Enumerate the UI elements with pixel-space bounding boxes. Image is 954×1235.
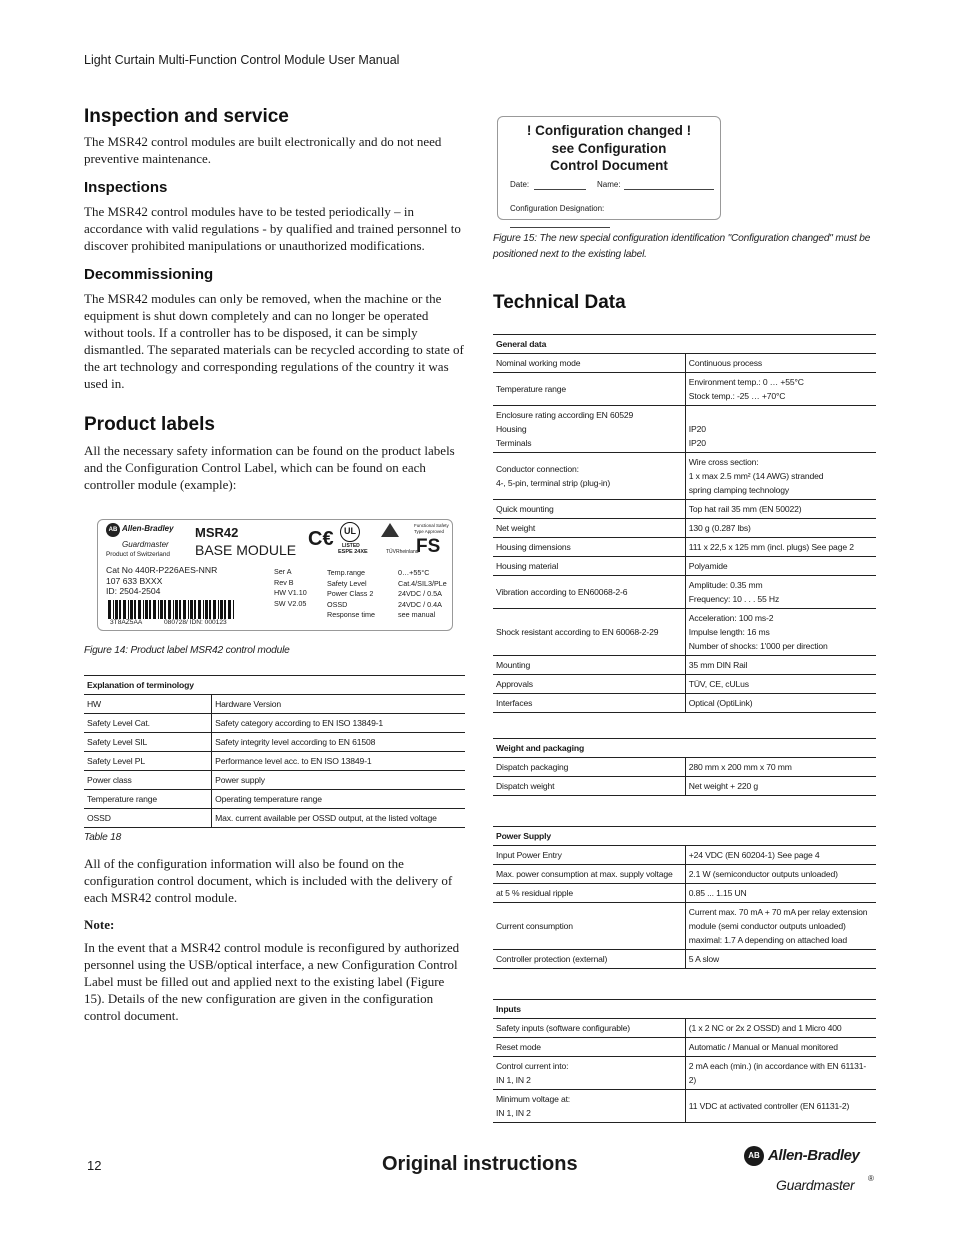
subsection-title-decommissioning: Decommissioning (84, 266, 214, 283)
label-fs: FS (416, 536, 441, 557)
row-label: Dispatch packaging (493, 758, 685, 777)
config-changed-label-image (497, 116, 721, 220)
label-spec-values (398, 568, 447, 621)
power-supply-header: Power Supply (493, 827, 876, 846)
row-label: Approvals (493, 675, 685, 694)
ab-logo-icon: AB (106, 523, 120, 537)
date-line (534, 189, 586, 190)
row-label: Shock resistant according to EN 60068-2-29 (493, 609, 685, 656)
table-row (493, 656, 876, 675)
label-ossd-value: 24VDC / 0.4A (398, 599, 442, 609)
table-row (84, 752, 465, 771)
label-identifiers (106, 565, 217, 597)
power-supply-table (493, 826, 876, 969)
row-value: 5 A slow (685, 950, 876, 969)
warning-triangle-icon (381, 523, 399, 537)
row-value: Acceleration: 100 ms-2 Impulse length: 16 ms Number of shocks: 1'000 per direction (685, 609, 876, 656)
inputs-table (493, 999, 876, 1123)
table-row (493, 884, 876, 903)
power-supply-rows (493, 846, 876, 969)
row-label: Housing material (493, 557, 685, 576)
barcode-icon (108, 600, 236, 619)
row-value: Net weight + 220 g (685, 777, 876, 796)
row-label: Safety Level Cat. (84, 714, 212, 733)
row-label: OSSD (84, 809, 212, 828)
section-title-technical-data: Technical Data (493, 292, 626, 313)
subsection-title-inspections: Inspections (84, 179, 168, 196)
table-row (493, 500, 876, 519)
table-row (493, 576, 876, 609)
terminology-rows (84, 695, 465, 828)
weight-packaging-header: Weight and packaging (493, 739, 876, 758)
row-value: 11 VDC at activated controller (EN 61131-2) (685, 1090, 876, 1123)
table-row (84, 809, 465, 828)
label-tuv: TÜVRheinland (386, 549, 419, 555)
label-barcode-code: 3T8AZ5AA (110, 619, 143, 626)
row-value: +24 VDC (EN 60204-1) See page 4 (685, 846, 876, 865)
row-value: 2 mA each (min.) (in accordance with EN 61131-2) (685, 1057, 876, 1090)
label-model: MSR42 (195, 525, 239, 540)
row-value: (1 x 2 NC or 2x 2 OSSD) and 1 Micro 400 (685, 1019, 876, 1038)
inspections-text: The MSR42 control modules have to be tested periodically – in accordance with valid regulations - by qualified and trained personnel to discover prohibited manipulations or unauthorized modifications. (84, 204, 461, 253)
label-sl-value: Cat.4/SIL3/PLe (398, 578, 447, 588)
config-label-designation: Configuration Designation: (510, 204, 605, 213)
footer-brand: Allen-Bradley (768, 1147, 860, 1164)
note-text: In the event that a MSR42 control module is reconfigured by authorized personnel using the USB/optical interface, a new Configuration Control Label must be filled out and applied next to the existing label (Figure 15). Details of the new configuration are given in the configuration control document. (84, 940, 460, 1023)
terminology-header: Explanation of terminology (84, 676, 465, 695)
weight-packaging-rows (493, 758, 876, 796)
row-label: Net weight (493, 519, 685, 538)
label-brand: Allen-Bradley (122, 524, 174, 533)
label-module: BASE MODULE (195, 542, 297, 558)
row-label: Control current into: IN 1, IN 2 (493, 1057, 685, 1090)
row-label: Input Power Entry (493, 846, 685, 865)
table-row (493, 519, 876, 538)
row-label: Vibration according to EN60068-2-6 (493, 576, 685, 609)
row-label: Controller protection (external) (493, 950, 685, 969)
row-value: 0.85 ... 1.15 UN (685, 884, 876, 903)
row-value: Current max. 70 mA + 70 mA per relay extension module (semi conductor outputs unloaded) maximal: 1.7 A depending on attached load (685, 903, 876, 950)
row-value: IP20 IP20 (685, 406, 876, 453)
label-temp-value: 0…+55°C (398, 568, 430, 577)
label-ser: Ser A (274, 567, 292, 576)
table-row (493, 609, 876, 656)
table-row (493, 950, 876, 969)
label-barcode-idn: 080728/ IDN: 000123 (164, 619, 227, 626)
table-row (84, 790, 465, 809)
product-label-image (97, 519, 453, 631)
table-row (493, 903, 876, 950)
row-label: Max. power consumption at max. supply voltage (493, 865, 685, 884)
table-row (493, 406, 876, 453)
row-value: TÜV, CE, cULus (685, 675, 876, 694)
table-row (84, 771, 465, 790)
weight-packaging-table (493, 738, 876, 796)
table-row (493, 758, 876, 777)
row-value: Polyamide (685, 557, 876, 576)
footer-guardmaster: Guardmaster (776, 1177, 855, 1193)
row-label: Current consumption (493, 903, 685, 950)
row-label: Conductor connection: 4-, 5-pin, terminal strip (plug-in) (493, 453, 685, 500)
label-rev: Rev B (274, 577, 294, 587)
label-sw: SW V2.05 (274, 598, 307, 608)
row-value: Top hat rail 35 mm (EN 50022) (685, 500, 876, 519)
row-value: Performance level acc. to EN ISO 13849-1 (212, 752, 465, 771)
page-number: 12 (87, 1158, 102, 1173)
row-label: Housing dimensions (493, 538, 685, 557)
config-label-name: Name: (597, 180, 621, 189)
row-value: Hardware Version (212, 695, 465, 714)
registered-mark: ® (868, 1174, 874, 1183)
table-row (493, 1019, 876, 1038)
footer-title: Original instructions (382, 1153, 578, 1175)
allen-bradley-logo (744, 1144, 878, 1200)
row-value: 130 g (0.287 lbs) (685, 519, 876, 538)
general-data-rows (493, 354, 876, 713)
row-label: Safety inputs (software configurable) (493, 1019, 685, 1038)
figure-14-caption: Figure 14: Product label MSR42 control module (84, 645, 290, 656)
label-rt-key: Response time (327, 610, 375, 619)
label-cat: Cat No 440R-P226AES-NNR (106, 565, 218, 575)
row-label: Dispatch weight (493, 777, 685, 796)
ce-mark-icon: C€ (308, 528, 334, 550)
general-data-table (493, 334, 876, 713)
config-label-line1: ! Configuration changed ! (526, 123, 692, 138)
table-row (493, 694, 876, 713)
label-id: ID: 2504-2504 (106, 586, 161, 596)
row-value: Environment temp.: 0 … +55°C Stock temp.: -25 … +70°C (685, 373, 876, 406)
config-text: All of the configuration information will also be found on the configuration control document, which is included with the delivery of each MSR42 control module. (84, 856, 453, 905)
row-label: Nominal working mode (493, 354, 685, 373)
right-column (493, 116, 876, 1123)
row-label: Power class (84, 771, 212, 790)
config-label-date: Date: (510, 180, 530, 189)
label-spec-keys (327, 568, 375, 621)
row-value: Automatic / Manual or Manual monitored (685, 1038, 876, 1057)
label-versions (274, 567, 307, 609)
row-label: Quick mounting (493, 500, 685, 519)
table-row (493, 846, 876, 865)
label-pc-key: Power Class 2 (327, 589, 374, 598)
row-label: Interfaces (493, 694, 685, 713)
table-row (84, 714, 465, 733)
section-title-inspection: Inspection and service (84, 106, 289, 127)
row-label: Reset mode (493, 1038, 685, 1057)
row-value: Wire cross section: 1 x max 2.5 mm² (14 AWG) stranded spring clamping technology (685, 453, 876, 500)
row-value: 111 x 22,5 x 125 mm (incl. plugs) See page 2 (685, 538, 876, 557)
row-value: Safety category according to EN ISO 13849-1 (212, 714, 465, 733)
inputs-header: Inputs (493, 1000, 876, 1019)
row-value: Continuous process (685, 354, 876, 373)
label-ossd-key: OSSD (327, 599, 348, 609)
label-espe: ESPE 24XE (338, 549, 368, 555)
row-value: Max. current available per OSSD output, at the listed voltage (212, 809, 465, 828)
label-listed: LISTED (342, 543, 360, 549)
table-18-caption: Table 18 (84, 832, 122, 843)
figure-15-caption: Figure 15: The new special configuration identification "Configuration changed" must be positioned next to the existing label. (493, 233, 871, 260)
table-row (493, 453, 876, 500)
table-row (493, 538, 876, 557)
table-row (84, 695, 465, 714)
row-value: Power supply (212, 771, 465, 790)
row-label: Minimum voltage at: IN 1, IN 2 (493, 1090, 685, 1123)
inputs-rows (493, 1019, 876, 1123)
row-value: 35 mm DIN Rail (685, 656, 876, 675)
label-guardmaster: Guardmaster (122, 540, 169, 549)
decommissioning-text: The MSR42 modules can only be removed, when the machine or the equipment is shut down completely and can no longer be operated without tools. If a controller has to be disposed, it can be simply dismantled. The separated materials can be recycled according to state of the art technology and corresponding regulations of the country it was used in. (84, 291, 464, 391)
row-label: Mounting (493, 656, 685, 675)
row-label: HW (84, 695, 212, 714)
label-origin: Product of Switzerland (106, 551, 170, 558)
table-row (493, 675, 876, 694)
row-value: Amplitude: 0.35 mm Frequency: 10 . . . 55 Hz (685, 576, 876, 609)
ul-mark-icon: UL (340, 522, 360, 542)
config-label-heading (498, 122, 720, 175)
running-header: Light Curtain Multi-Function Control Module User Manual (84, 53, 400, 67)
row-label: Safety Level SIL (84, 733, 212, 752)
table-row (493, 865, 876, 884)
terminology-table (84, 675, 465, 828)
designation-line (510, 227, 610, 228)
label-fs-small: Functional Safety Type Approved (414, 523, 449, 534)
row-label: Safety Level PL (84, 752, 212, 771)
label-rt-value: see manual (398, 610, 436, 619)
left-column (84, 106, 465, 1024)
config-label-line2: see Configuration (551, 140, 667, 156)
inspection-intro: The MSR42 control modules are built electronically and do not need preventive maintenance. (84, 134, 442, 166)
table-row (493, 1057, 876, 1090)
product-labels-text: All the necessary safety information can be found on the product labels and the Configuration Control Label, which can be found on each controller module (example): (84, 443, 455, 492)
row-value: Safety integrity level according to EN 61508 (212, 733, 465, 752)
row-value: Operating temperature range (212, 790, 465, 809)
label-pc-value: 24VDC / 0.5A (398, 589, 442, 598)
ab-circle-icon: AB (744, 1146, 764, 1166)
label-hw: HW V1.10 (274, 588, 307, 597)
row-value: 2.1 W (semiconductor outputs unloaded) (685, 865, 876, 884)
note-label: Note: (84, 917, 115, 932)
table-row (493, 1090, 876, 1123)
general-data-header: General data (493, 335, 876, 354)
table-row (493, 373, 876, 406)
name-line (624, 189, 714, 190)
row-value: 280 mm x 200 mm x 70 mm (685, 758, 876, 777)
section-title-product-labels: Product labels (84, 414, 215, 435)
row-label: Temperature range (84, 790, 212, 809)
table-row (493, 777, 876, 796)
row-label: Enclosure rating according EN 60529 Housing Terminals (493, 406, 685, 453)
table-row (493, 557, 876, 576)
label-temp-key: Temp.range (327, 568, 365, 577)
label-sl-key: Safety Level (327, 578, 367, 588)
label-part: 107 633 BXXX (106, 575, 163, 586)
row-value: Optical (OptiLink) (685, 694, 876, 713)
table-row (493, 1038, 876, 1057)
row-label: Temperature range (493, 373, 685, 406)
config-label-line3: Control Document (550, 158, 668, 173)
row-label: at 5 % residual ripple (493, 884, 685, 903)
table-row (493, 354, 876, 373)
table-row (84, 733, 465, 752)
